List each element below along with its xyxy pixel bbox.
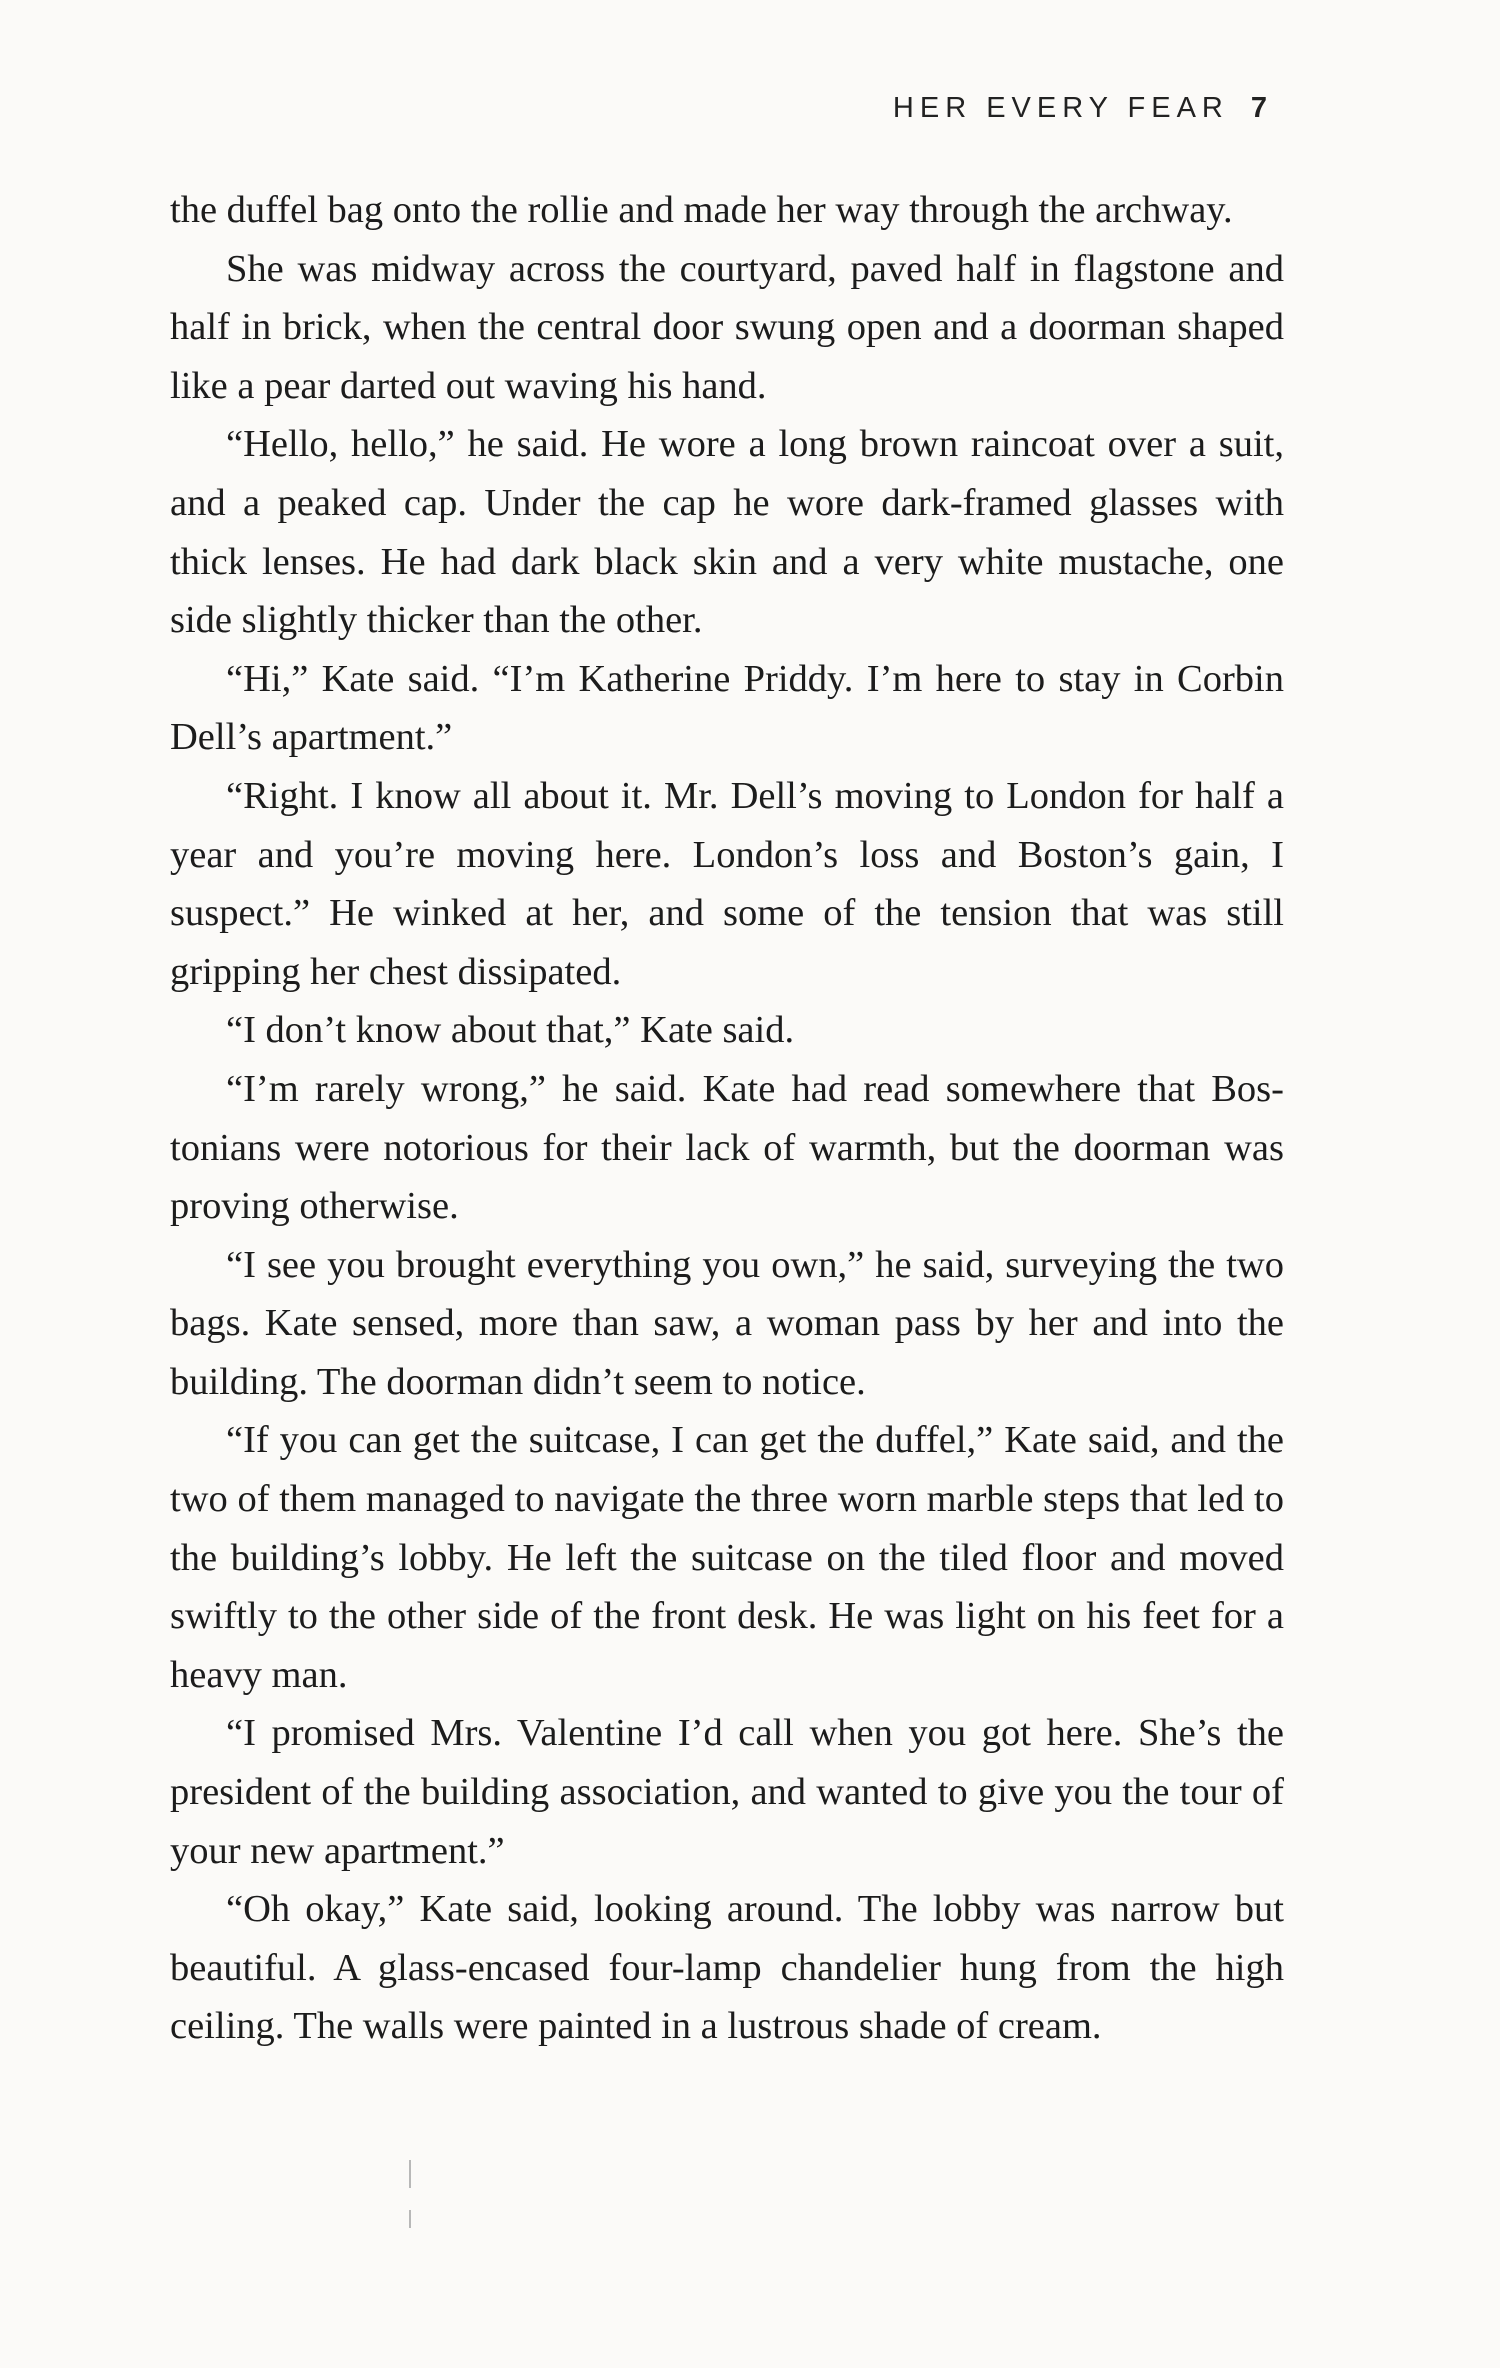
page-number: 7 — [1250, 92, 1267, 124]
paragraph: She was midway across the courtyard, paved half in flagstone and half in brick, when the central door swung open and a doorman shaped like a pear darted out waving his hand. — [170, 247, 1284, 407]
scan-artifact-line — [409, 2210, 411, 2228]
paragraph: “If you can get the suitcase, I can get the duffel,” Kate said, and the two of them managed to navigate the three worn marble steps that led to the building’s lobby. He left the suitcase on the tiled floor and moved swiftly to the other side of the front desk. He was light on his feet for a heavy man. — [170, 1419, 1284, 1696]
body-text — [170, 181, 1284, 2056]
paragraph: “I promised Mrs. Valentine I’d call when you got here. She’s the president of the building association, and wanted to give you the tour of your new apartment.” — [170, 1712, 1284, 1872]
paragraph: “I don’t know about that,” Kate said. — [226, 1009, 795, 1052]
running-head — [170, 92, 1267, 132]
running-head-title: HER EVERY FEAR — [892, 92, 1229, 124]
paragraph: “Right. I know all about it. Mr. Dell’s moving to London for half a year and you’re moving here. London’s loss and Boston’s gain, I suspect.” He winked at her, and some of the tension that was still gripping her chest dissipated. — [170, 774, 1284, 993]
paragraph: “Hello, hello,” he said. He wore a long brown raincoat over a suit, and a peaked cap. Under the cap he wore dark-framed glasses with thick lenses. He had dark black skin and a very white mustache, one side slightly thicker than the other. — [170, 423, 1284, 642]
paragraph: the duffel bag onto the rollie and made her way through the archway. — [170, 189, 1233, 231]
paragraph: “Oh okay,” Kate said, looking around. The lobby was narrow but beautiful. A glass-encased four-lamp chandelier hung from the high ceiling. The walls were painted in a lustrous shade of cream. — [170, 1888, 1284, 2048]
scan-artifact-line — [409, 2160, 411, 2188]
paragraph: “I’m rarely wrong,” he said. Kate had read somewhere that Bostonians were notorious for their lack of warmth, but the doorman was proving otherwise. — [170, 1067, 1284, 1228]
paragraph: “I see you brought everything you own,” he said, surveying the two bags. Kate sensed, more than saw, a woman pass by her and into the building. The doorman didn’t seem to notice. — [170, 1243, 1284, 1403]
paragraph: “Hi,” Kate said. “I’m Katherine Priddy. I’m here to stay in Corbin Dell’s apartment.” — [170, 657, 1284, 759]
